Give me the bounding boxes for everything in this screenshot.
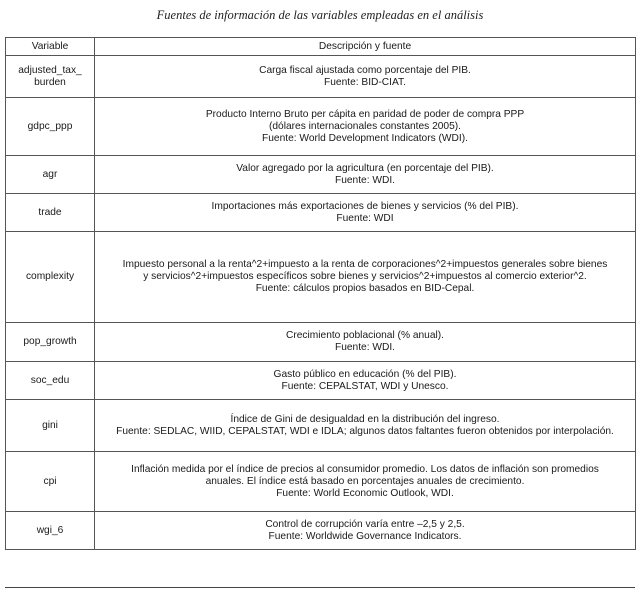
variable-cell xyxy=(6,512,95,550)
variable-cell xyxy=(6,400,95,452)
description-text: Fuente: World Economic Outlook, WDI. xyxy=(276,487,454,499)
description-text: Fuente: WDI. xyxy=(334,174,395,186)
variable-text: gdpc_ppp xyxy=(27,120,73,132)
table-row xyxy=(6,232,636,323)
description-cell xyxy=(95,194,636,232)
table-row xyxy=(6,362,636,400)
table-title: Fuentes de información de las variables empleadas en el análisis xyxy=(156,8,484,22)
footer-divider xyxy=(5,587,635,588)
variable-cell xyxy=(6,194,95,232)
variable-text: wgi_6 xyxy=(36,524,64,536)
column-header-description: Descripción y fuente xyxy=(95,38,636,56)
table-row xyxy=(6,156,636,194)
variable-text: cpi xyxy=(43,475,57,487)
description-text: Fuente: WDI xyxy=(336,212,394,224)
description-text: Crecimiento poblacional (% anual). xyxy=(286,330,444,341)
description-text: Fuente: CEPALSTAT, WDI y Unesco. xyxy=(281,380,449,392)
variable-text: agr xyxy=(42,168,58,180)
description-text: Fuente: BID-CIAT. xyxy=(324,76,406,88)
description-text: Fuente: WDI. xyxy=(334,342,395,353)
description-text: Gasto público en educación (% del PIB). xyxy=(273,368,457,380)
description-text: Control de corrupción varía entre –2,5 y 2,5. xyxy=(265,518,465,530)
table-row xyxy=(6,194,636,232)
variable-cell xyxy=(6,98,95,156)
description-cell xyxy=(95,56,636,98)
variable-text: gini xyxy=(42,419,58,431)
variable-cell xyxy=(6,362,95,400)
description-text: anuales. El índice está basado en porcentajes anuales de crecimiento. xyxy=(205,475,525,487)
description-text: Fuente: cálculos propios basados en BID-Cepal. xyxy=(255,283,475,294)
description-cell xyxy=(95,512,636,550)
variable-cell xyxy=(6,452,95,512)
description-text: Valor agregado por la agricultura (en porcentaje del PIB). xyxy=(236,162,494,174)
variable-cell xyxy=(6,156,95,194)
description-cell xyxy=(95,98,636,156)
description-text: y servicios^2+impuestos específicos sobre bienes y servicios^2+impuestos al comercio exterior^2. xyxy=(143,271,587,282)
variable-text: trade xyxy=(38,206,62,218)
table-row xyxy=(6,98,636,156)
table-row xyxy=(6,400,636,452)
variable-text: complexity xyxy=(25,271,75,282)
column-header-variable: Variable xyxy=(6,38,95,56)
description-cell xyxy=(95,156,636,194)
description-text: Fuente: Worldwide Governance Indicators. xyxy=(268,530,462,542)
description-text: (dólares internacionales constantes 2005). xyxy=(269,120,461,132)
variable-cell xyxy=(6,323,95,362)
description-cell xyxy=(95,452,636,512)
table-row xyxy=(6,452,636,512)
table-row xyxy=(6,512,636,550)
header-row xyxy=(6,38,636,56)
description-cell xyxy=(95,232,636,323)
variable-text: soc_edu xyxy=(30,374,70,386)
variable-text: burden xyxy=(34,76,66,88)
description-text: Producto Interno Bruto per cápita en paridad de poder de compra PPP xyxy=(205,108,525,120)
description-text: Inflación medida por el índice de precios al consumidor promedio. Los datos de inflación son promedios xyxy=(131,463,599,475)
description-cell xyxy=(95,323,636,362)
variable-cell xyxy=(6,56,95,98)
table-row xyxy=(6,323,636,362)
description-text: Fuente: SEDLAC, WIID, CEPALSTAT, WDI e IDLA; algunos datos faltantes fueron obtenidos por interpolación. xyxy=(116,425,614,437)
sources-table xyxy=(5,37,636,550)
variable-cell xyxy=(6,232,95,323)
description-text: Impuesto personal a la renta^2+impuesto a la renta de corporaciones^2+impuestos generales sobre bienes xyxy=(122,259,608,270)
description-text: Fuente: World Development Indicators (WDI). xyxy=(262,132,468,144)
variable-text: adjusted_tax_ xyxy=(18,64,82,76)
description-cell xyxy=(95,400,636,452)
description-text: Carga fiscal ajustada como porcentaje del PIB. xyxy=(259,64,471,76)
table-row xyxy=(6,56,636,98)
variable-text: pop_growth xyxy=(23,336,77,347)
description-text: Importaciones más exportaciones de bienes y servicios (% del PIB). xyxy=(211,200,519,212)
description-text: Índice de Gini de desigualdad en la distribución del ingreso. xyxy=(230,413,500,425)
description-cell xyxy=(95,362,636,400)
